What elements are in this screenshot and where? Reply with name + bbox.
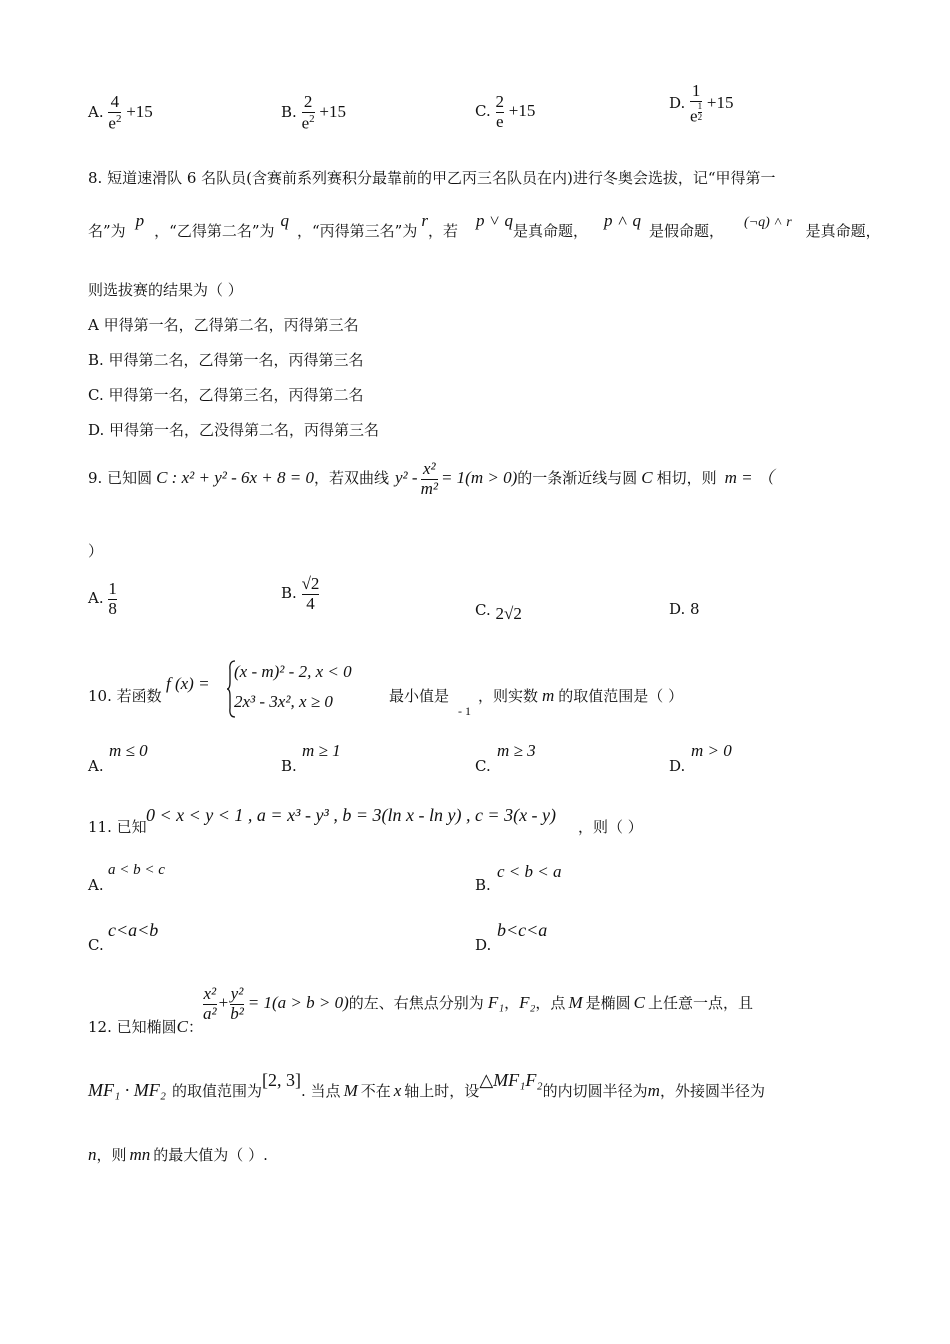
q12-line1: 12. 已知椭圆C： $\frac{\text{x²}}{\text{a²}}$ + $\frac{\text{y²}}{\text{b²}}$ = 1(a > b > 0)的左、右焦点分别为 F₁，F₂，点 M 是椭圆 C 上任意一点，且 bbox=[88, 984, 753, 1037]
q10-option-c-label: C. bbox=[475, 757, 491, 775]
q11-prefix: 11. 已知 bbox=[88, 818, 147, 836]
q10-suffix: ，则实数 m 的取值范围是（ ） bbox=[478, 686, 684, 705]
q7-c-fraction: $\frac{2}{e}$ bbox=[495, 92, 504, 131]
q11-option-a-label: A. bbox=[88, 876, 104, 894]
q7-option-c: C. $\frac{2}{e}$ +15 bbox=[475, 92, 536, 131]
q10-option-d-value: m > 0 bbox=[691, 741, 732, 760]
q11-option-d-value: b<c<a bbox=[497, 920, 548, 940]
q9-stem: 9. 已知圆 C : x² + y² - 6x + 8 = 0，若双曲线 y² - $\frac{\text{x²}}{\text{m²}}$ = 1(m > 0)的一条渐近线与圆 C 相切，则 m = （ bbox=[88, 459, 774, 498]
q10-min-value: - 1 bbox=[458, 704, 471, 718]
q11-option-d-label: D. bbox=[475, 936, 492, 954]
q12-y-fraction: $\frac{\text{y²}}{\text{b²}}$ bbox=[230, 984, 244, 1023]
q8-option-b: B. 甲得第二名，乙得第一名，丙得第三名 bbox=[88, 351, 364, 369]
q11-option-c-label: C. bbox=[88, 936, 104, 954]
q11-option-b-label: B. bbox=[475, 876, 491, 894]
q10-option-a-value: m ≤ 0 bbox=[109, 741, 148, 760]
q8-line2: 名”为p，“乙得第二名”为q，“丙得第三名”为r，若p ˅ q是真命题，p ˄ q是假命题， (¬q) ˄ r 是真命题， bbox=[88, 211, 881, 240]
q9-hyperbola-fraction: $\frac{\text{x²}}{\text{m²}}$ bbox=[420, 459, 438, 498]
q11-option-c-value: c<a<b bbox=[108, 920, 159, 940]
q9-option-d: D. 8 bbox=[669, 600, 700, 618]
q11-condition: 0 < x < y < 1 , a = x³ - y³ , b = 3(ln x - ln y) , c = 3(x - y) bbox=[146, 805, 557, 825]
q12-line2: MF₁ · MF₂ 的取值范围为[2, 3]. 当点 M 不在 x 轴上时，设△MF₁F₂的内切圆半径为m，外接圆半径为 bbox=[88, 1070, 765, 1100]
q11-option-b-value: c < b < a bbox=[497, 862, 562, 881]
q10-min-text: 最小值是 bbox=[389, 687, 450, 705]
q10-option-a-label: A. bbox=[88, 757, 104, 775]
q12-line3: n，则 mn 的最大值为（ ）. bbox=[88, 1145, 268, 1164]
q10-prefix: 10. 若函数 bbox=[88, 687, 162, 705]
q8-line3: 则选拔赛的结果为（ ） bbox=[88, 281, 243, 299]
q10-option-b-label: B. bbox=[281, 757, 297, 775]
q8-option-d: D. 甲得第一名，乙没得第二名，丙得第三名 bbox=[88, 421, 380, 439]
q7-b-fraction: $\frac{2}{e^2}$ bbox=[301, 92, 315, 133]
q10-case1: (x - m)² - 2, x < 0 bbox=[234, 662, 352, 681]
q12-x-fraction: $\frac{\text{x²}}{\text{a²}}$ bbox=[202, 984, 217, 1023]
q9-option-a: A. $\frac{1}{8}$ bbox=[88, 579, 117, 618]
q8-line1: 8. 短道速滑队 6 名队员(含赛前系列赛积分最靠前的甲乙丙三名队员在内)进行冬奥会选拔，记“甲得第一 bbox=[88, 169, 776, 187]
q11-option-a-value: a < b < c bbox=[108, 862, 165, 878]
q10-case2: 2x³ - 3x², x ≥ 0 bbox=[234, 692, 333, 711]
q8-option-a: A 甲得第一名，乙得第二名，丙得第三名 bbox=[88, 316, 359, 334]
q11-suffix: ，则（ ） bbox=[578, 818, 643, 836]
q8-option-c: C. 甲得第一名，乙得第三名，丙得第二名 bbox=[88, 386, 364, 404]
q9-option-b: B. $\frac{√2}{4}$ bbox=[281, 574, 320, 613]
q10-option-c-value: m ≥ 3 bbox=[497, 741, 536, 760]
q9-option-c: C. 2√2 bbox=[475, 601, 522, 623]
q10-option-b-value: m ≥ 1 bbox=[302, 741, 341, 760]
q7-d-fraction: 1 e $^{\frac{1}{2}}$ bbox=[690, 81, 703, 126]
q7-option-b: B. $\frac{2}{e^2}$ +15 bbox=[281, 92, 346, 133]
q7-option-a: A. $\frac{4}{e^2}$ +15 bbox=[88, 92, 153, 133]
q7-a-fraction: $\frac{4}{e^2}$ bbox=[108, 92, 122, 133]
q9-close-paren: ） bbox=[88, 542, 104, 560]
q10-fx: f (x) = bbox=[166, 674, 210, 693]
q7-option-d: D. 1 e $^{\frac{1}{2}}$ +15 bbox=[669, 81, 734, 126]
q10-option-d-label: D. bbox=[669, 757, 686, 775]
